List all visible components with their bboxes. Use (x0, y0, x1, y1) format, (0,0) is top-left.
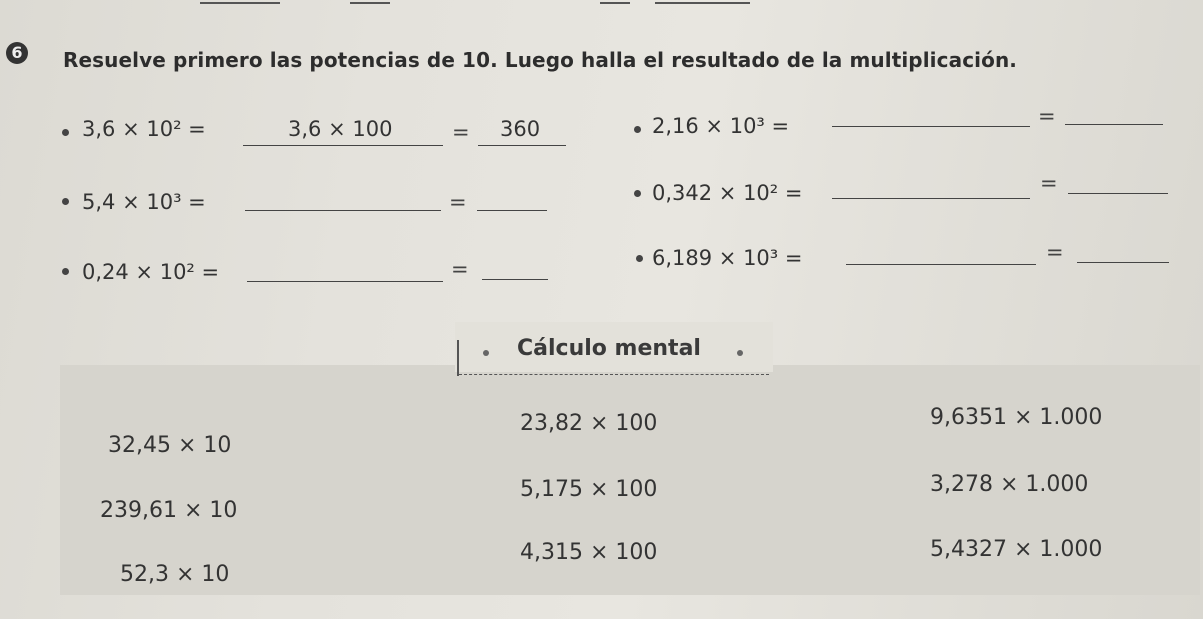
left-step-line-2[interactable] (245, 210, 441, 211)
mental-expression: 9,6351 × 1.000 (930, 405, 1103, 430)
mental-expression: 239,61 × 10 (100, 498, 238, 523)
left-equals-2: = (449, 190, 467, 214)
right-step-line-2[interactable] (832, 198, 1030, 199)
mental-expression: 52,3 × 10 (120, 562, 230, 587)
exercise-instruction: Resuelve primero las potencias de 10. Luego halla el resultado de la multiplicación. (63, 48, 1017, 72)
left-expression-1: 3,6 × 10² = (82, 117, 206, 141)
right-step-line-1[interactable] (832, 126, 1030, 127)
left-result-line-3[interactable] (482, 279, 548, 280)
mental-expression: 23,82 × 100 (520, 411, 658, 436)
right-step-line-3[interactable] (846, 264, 1036, 265)
left-expression-3: 0,24 × 10² = (82, 260, 220, 284)
bullet (634, 190, 641, 197)
left-equals-1: = (452, 120, 470, 144)
left-result-1[interactable]: 360 (500, 117, 541, 141)
right-result-line-3[interactable] (1077, 262, 1169, 263)
header-dot (483, 350, 489, 356)
exercise-number-badge: 6 (6, 42, 28, 64)
mental-expression: 32,45 × 10 (108, 433, 232, 458)
bullet (62, 198, 69, 205)
mental-calc-header (455, 322, 773, 372)
bullet (636, 255, 643, 262)
mental-expression: 5,175 × 100 (520, 477, 658, 502)
bullet (62, 129, 69, 136)
right-result-line-2[interactable] (1068, 193, 1168, 194)
left-expression-2: 5,4 × 10³ = (82, 190, 206, 214)
header-dashed-underline (459, 374, 769, 375)
header-bracket (457, 340, 459, 376)
bullet (62, 268, 69, 275)
right-expression-1: 2,16 × 10³ = (652, 114, 790, 138)
left-result-line-2[interactable] (477, 210, 547, 211)
mental-expression: 4,315 × 100 (520, 540, 658, 565)
right-equals-3: = (1046, 240, 1064, 264)
top-edge-marks (200, 0, 760, 8)
mental-expression: 3,278 × 1.000 (930, 472, 1089, 497)
mental-calc-title: Cálculo mental (517, 336, 701, 361)
left-equals-3: = (451, 257, 469, 281)
mental-expression: 5,4327 × 1.000 (930, 537, 1103, 562)
left-step-line-1 (243, 145, 443, 146)
right-equals-1: = (1038, 104, 1056, 128)
right-equals-2: = (1040, 171, 1058, 195)
left-step-1[interactable]: 3,6 × 100 (288, 117, 393, 141)
right-expression-2: 0,342 × 10² = (652, 181, 803, 205)
left-step-line-3[interactable] (247, 281, 443, 282)
header-dot (737, 350, 743, 356)
left-result-line-1 (478, 145, 566, 146)
bullet (634, 126, 641, 133)
right-expression-3: 6,189 × 10³ = (652, 246, 803, 270)
right-result-line-1[interactable] (1065, 124, 1163, 125)
